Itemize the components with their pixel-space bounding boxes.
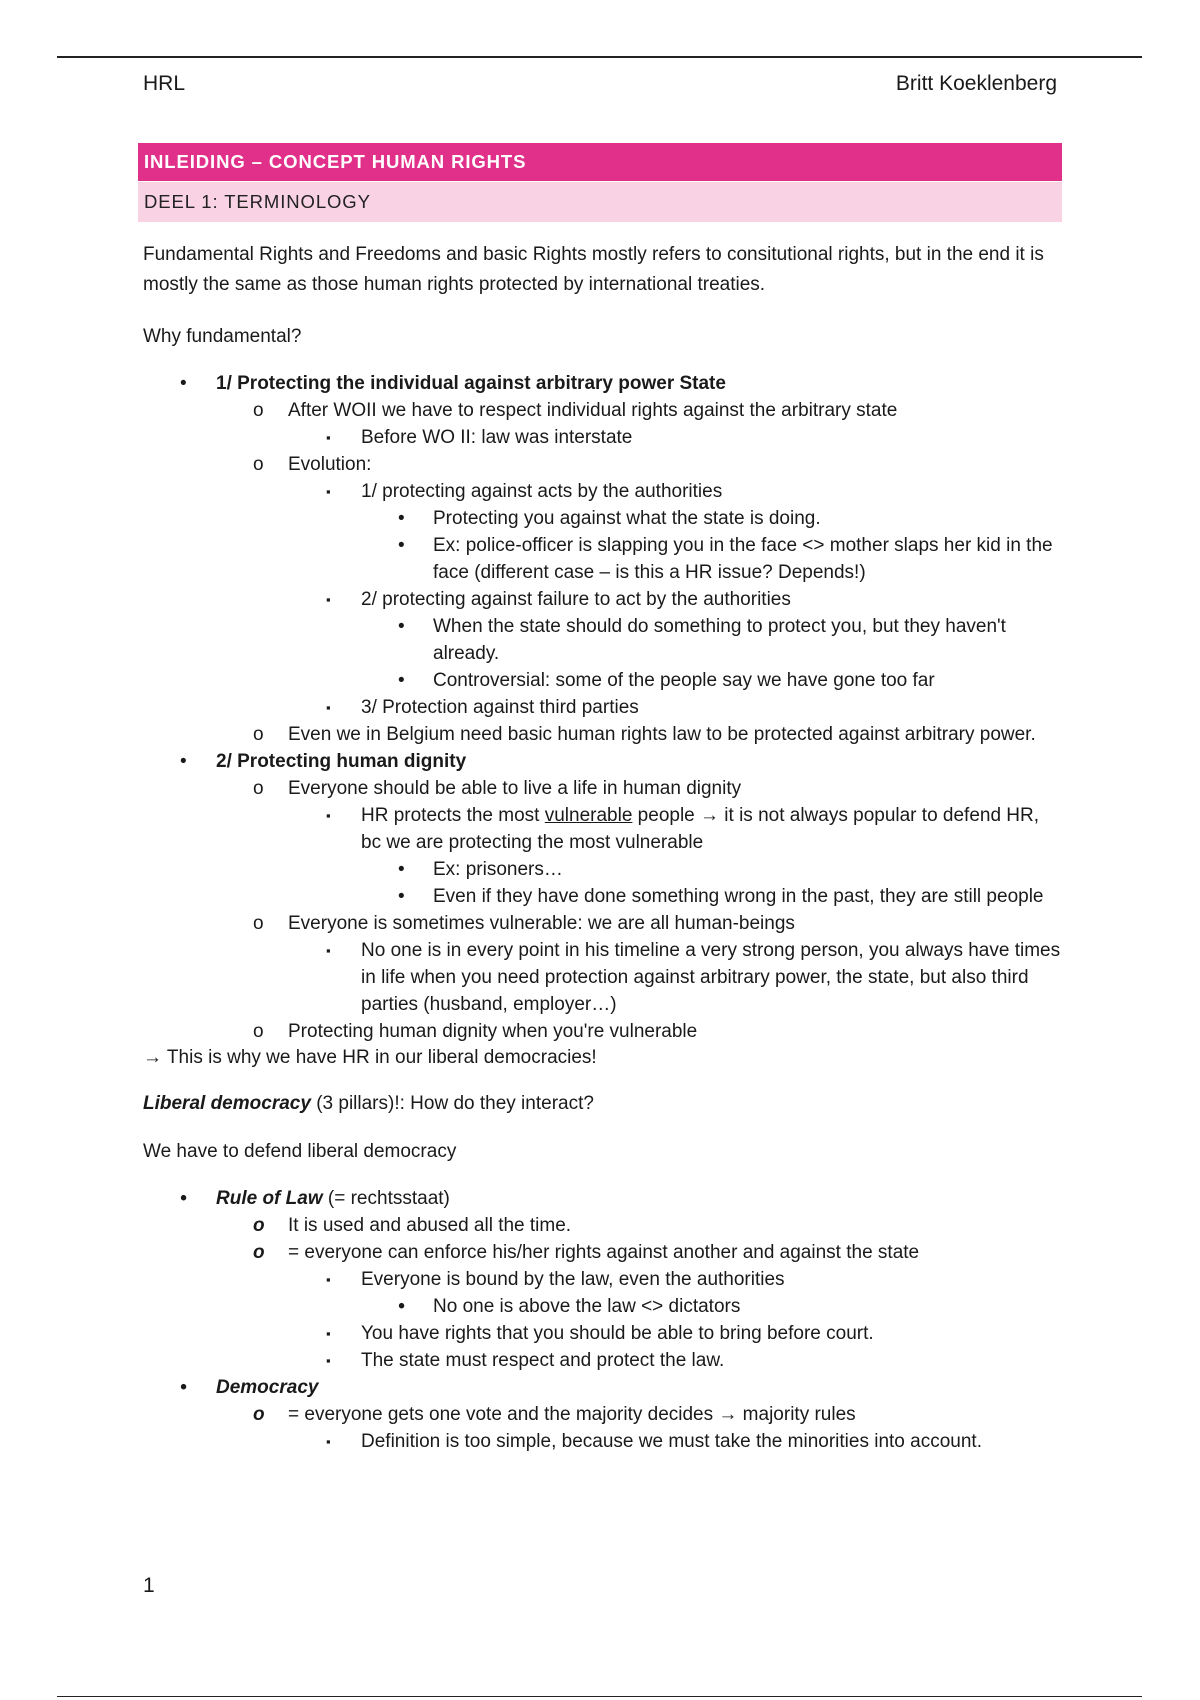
list-item: ▪ HR protects the most vulnerable people → it is not always popular to defend HR, bc we are protecting the most vulnerable (143, 802, 1063, 856)
list-item: • Even if they have done something wrong in the past, they are still people (143, 883, 1063, 910)
list-item: ▪ Before WO II: law was interstate (143, 424, 1063, 451)
list-item: o = everyone gets one vote and the majority decides → majority rules (143, 1401, 1063, 1428)
intro-paragraph: Fundamental Rights and Freedoms and basic Rights mostly refers to consitutional rights, but in the end it is mostly the same as those human rights protected by international treaties. (143, 244, 1044, 295)
list-item: o After WOII we have to respect individual rights against the arbitrary state (143, 397, 1063, 424)
list-item: • 2/ Protecting human dignity (143, 748, 1063, 775)
circle-bullet-icon: o (253, 1404, 265, 1425)
list-item: ▪ 1/ protecting against acts by the authorities (143, 478, 1063, 505)
bottom-rule (57, 1696, 1142, 1697)
bullet-icon: • (398, 616, 405, 637)
list-item: o Everyone should be able to live a life in human dignity (143, 775, 1063, 802)
list-item: ▪ 3/ Protection against third parties (143, 694, 1063, 721)
list-item: • When the state should do something to protect you, but they haven't already. (143, 613, 1063, 667)
bullet-icon: • (398, 508, 405, 529)
defend-line: We have to defend liberal democracy (143, 1141, 457, 1162)
list-item: ▪ No one is in every point in his timeline a very strong person, you always have times in life when you need protection against arbitrary power, the state, but also third parties (husband, employer…) (143, 937, 1063, 1018)
list-item: o = everyone can enforce his/her rights against another and against the state (143, 1239, 1063, 1266)
square-bullet-icon: ▪ (326, 943, 331, 958)
square-bullet-icon: ▪ (326, 592, 331, 607)
list-item: ▪ The state must respect and protect the law. (143, 1347, 1063, 1374)
square-bullet-icon: ▪ (326, 700, 331, 715)
list-item: • Ex: police-officer is slapping you in the face <> mother slaps her kid in the face (different case – is this a HR issue? Depends!) (143, 532, 1063, 586)
list-item: o Evolution: (143, 451, 1063, 478)
list-item: o It is used and abused all the time. (143, 1212, 1063, 1239)
list-item: • Ex: prisoners… (143, 856, 1063, 883)
why-fundamental: Why fundamental? (143, 326, 302, 347)
document-body (143, 240, 1063, 1455)
list-item: • Rule of Law (= rechtsstaat) (143, 1185, 1063, 1212)
page-number: 1 (143, 1574, 155, 1597)
bullet-icon: • (180, 751, 187, 772)
list-item: o Protecting human dignity when you're vulnerable (143, 1018, 1063, 1045)
circle-bullet-icon: o (253, 913, 264, 934)
circle-bullet-icon: o (253, 778, 264, 799)
square-bullet-icon: ▪ (326, 808, 331, 823)
bullet-icon: • (180, 1188, 187, 1209)
underlined-word: vulnerable (544, 805, 633, 826)
square-bullet-icon: ▪ (326, 430, 331, 445)
heading-2: DEEL 1: TERMINOLOGY (138, 182, 1062, 222)
top-rule (57, 56, 1142, 58)
liberal-democracy-line: Liberal democracy (3 pillars)!: How do they interact? (143, 1093, 594, 1114)
circle-bullet-icon: o (253, 454, 264, 475)
list-item: ▪ 2/ protecting against failure to act by the authorities (143, 586, 1063, 613)
header-course: HRL (143, 72, 186, 95)
list-item: o Everyone is sometimes vulnerable: we are all human-beings (143, 910, 1063, 937)
square-bullet-icon: ▪ (326, 1434, 331, 1449)
square-bullet-icon: ▪ (326, 1272, 331, 1287)
list-item: • No one is above the law <> dictators (143, 1293, 1063, 1320)
circle-bullet-icon: o (253, 724, 264, 745)
square-bullet-icon: ▪ (326, 484, 331, 499)
list-item: • Democracy (143, 1374, 1063, 1401)
list-item: • Protecting you against what the state is doing. (143, 505, 1063, 532)
square-bullet-icon: ▪ (326, 1353, 331, 1368)
bullet-icon: • (180, 1377, 187, 1398)
bullet-icon: • (398, 535, 405, 556)
bullet-icon: • (398, 670, 405, 691)
bullet-icon: • (398, 859, 405, 880)
circle-bullet-icon: o (253, 1215, 265, 1236)
circle-bullet-icon: o (253, 1021, 264, 1042)
bullet-icon: • (180, 373, 187, 394)
heading-1: INLEIDING – CONCEPT HUMAN RIGHTS (138, 143, 1062, 181)
bullet-icon: • (398, 886, 405, 907)
list-item: • 1/ Protecting the individual against arbitrary power State (143, 370, 1063, 397)
circle-bullet-icon: o (253, 400, 264, 421)
list-item: o Even we in Belgium need basic human rights law to be protected against arbitrary power. (143, 721, 1063, 748)
list-item: • Controversial: some of the people say we have gone too far (143, 667, 1063, 694)
circle-bullet-icon: o (253, 1242, 265, 1263)
list-item: ▪ Definition is too simple, because we must take the minorities into account. (143, 1428, 1063, 1455)
bullet-icon: • (398, 1296, 405, 1317)
conclusion-line: → This is why we have HR in our liberal democracies! (143, 1047, 597, 1068)
header-author: Britt Koeklenberg (895, 72, 1057, 95)
square-bullet-icon: ▪ (326, 1326, 331, 1341)
list-item: ▪ You have rights that you should be able to bring before court. (143, 1320, 1063, 1347)
list-item: ▪ Everyone is bound by the law, even the authorities (143, 1266, 1063, 1293)
